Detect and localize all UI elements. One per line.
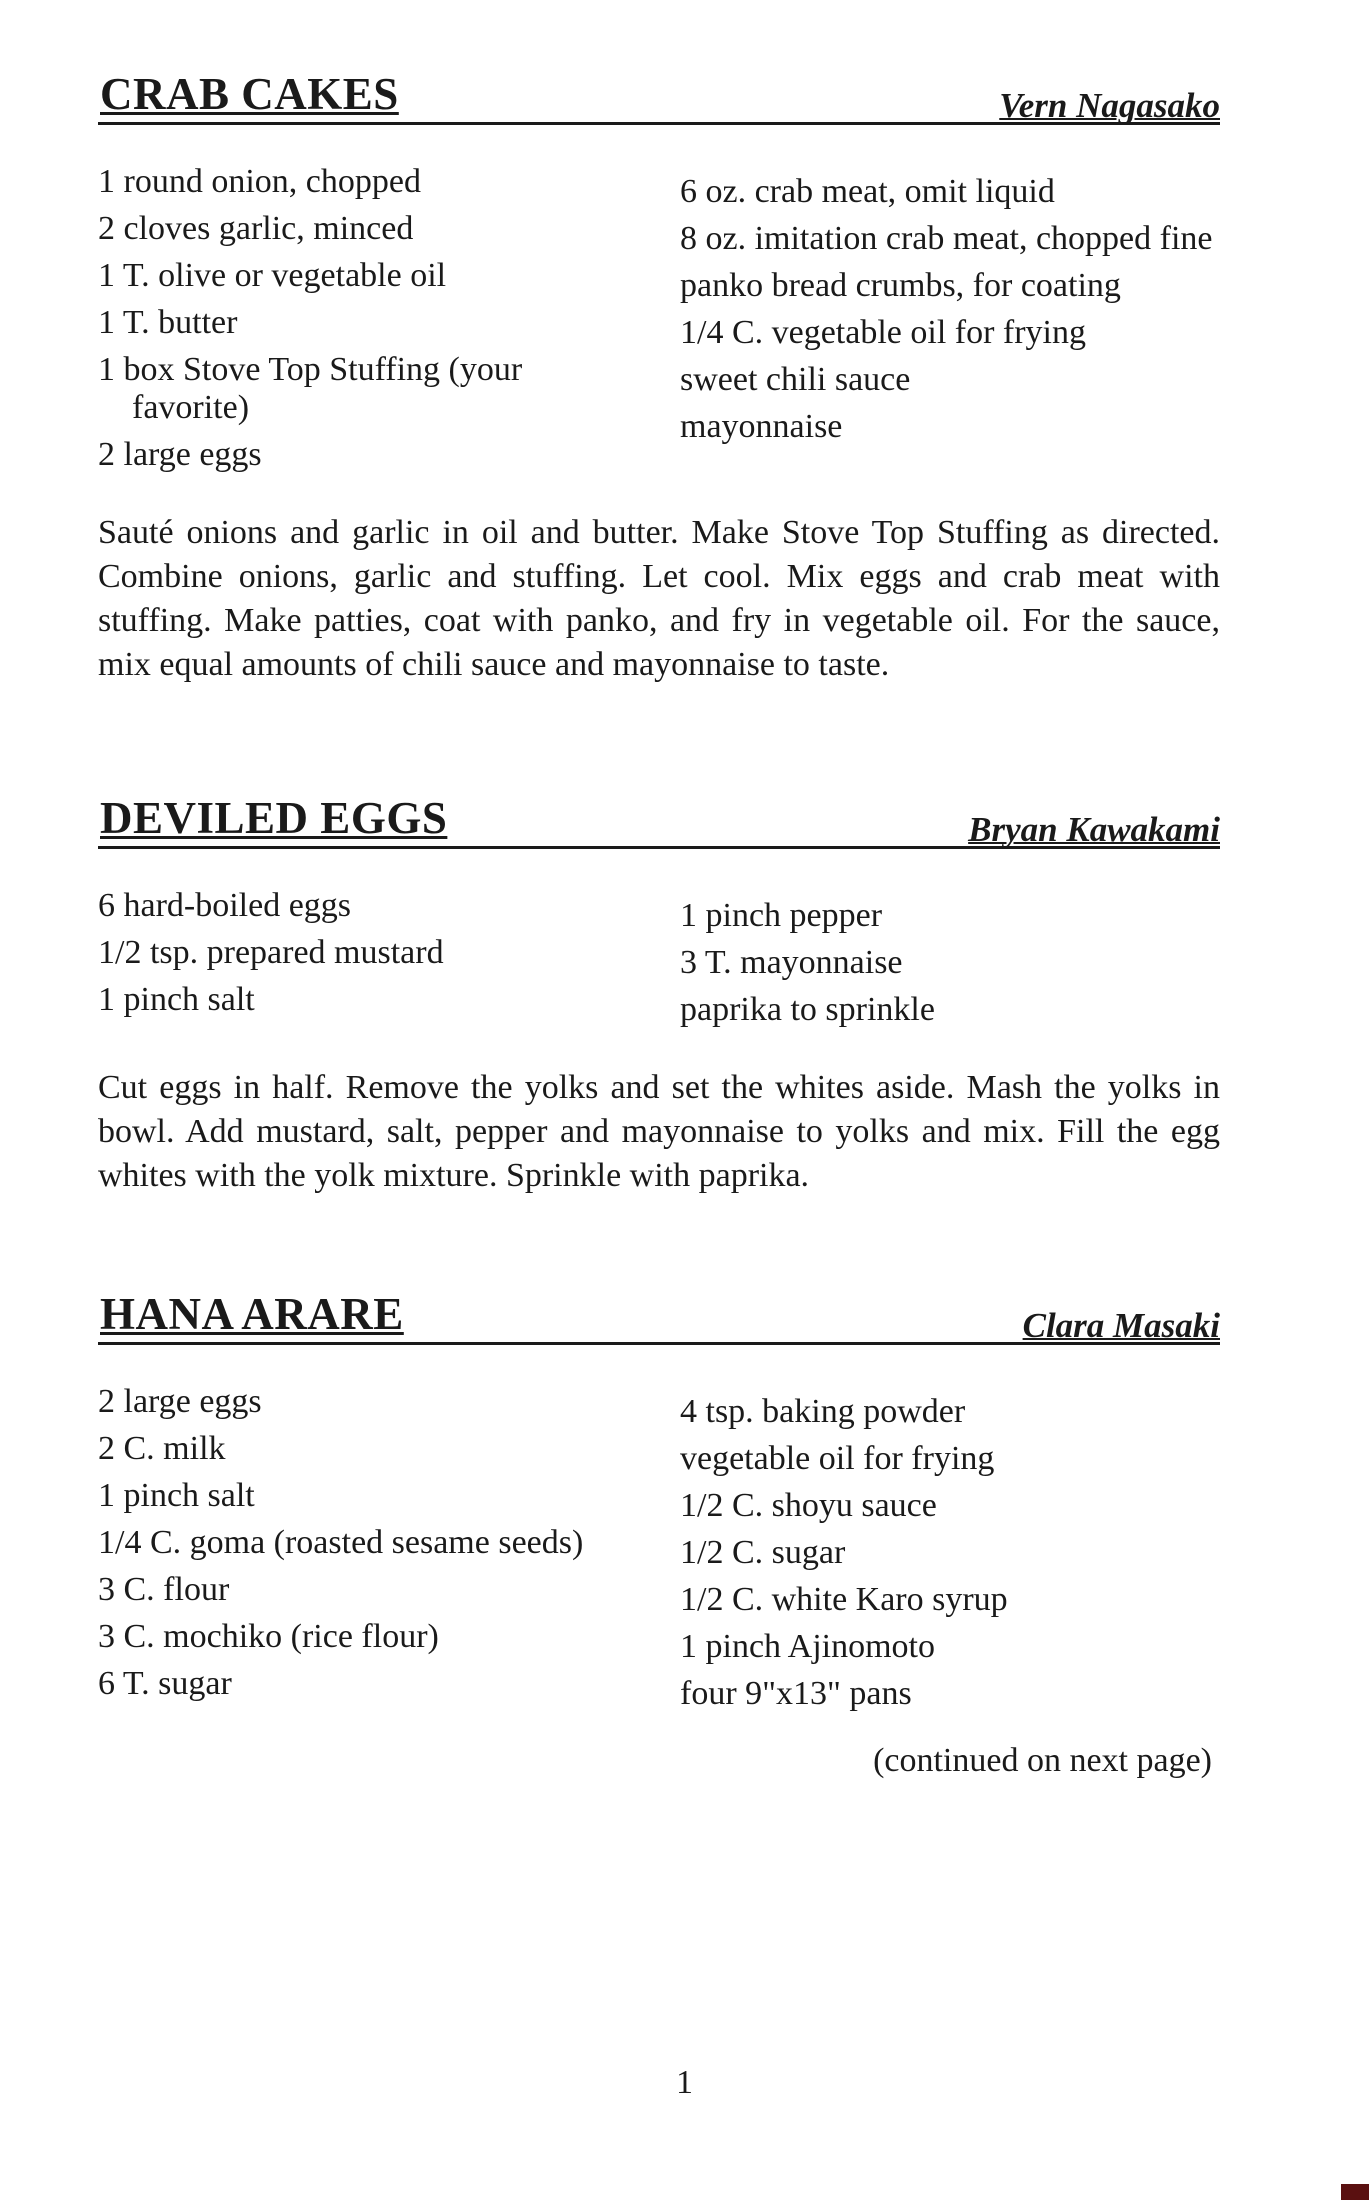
recipe-title: CRAB CAKES xyxy=(100,69,399,119)
ingredient-item: 1 pinch pepper xyxy=(680,897,883,934)
ingredient-item: 1 pinch salt xyxy=(98,981,255,1018)
page-number: 1 xyxy=(676,2064,693,2101)
ingredients-left-column xyxy=(98,163,680,483)
ingredient-item: 1/2 tsp. prepared mustard xyxy=(98,934,444,971)
ingredient-item: 1/2 C. sugar xyxy=(680,1534,846,1571)
ingredient-item: 3 T. mayonnaise xyxy=(680,944,903,981)
recipe-method: Cut eggs in half. Remove the yolks and set the whites aside. Mash the yolks in bowl. Add mustard, salt, pepper and mayonnaise to yolks and mix. Fill the egg whites with the yolk mixture. Sprinkle with paprika. xyxy=(98,1069,1220,1194)
ingredient-item: 1/4 C. goma (roasted sesame seeds) xyxy=(98,1524,584,1561)
ingredients-list xyxy=(98,1383,1220,1722)
ingredient-item: 6 T. sugar xyxy=(98,1665,232,1702)
recipe-header xyxy=(98,790,1220,849)
ingredient-item: 1 round onion, chopped xyxy=(98,163,421,200)
ingredient-item: 1/2 C. white Karo syrup xyxy=(680,1581,1008,1618)
ingredients-right-column xyxy=(680,163,1220,483)
ingredients-list xyxy=(98,887,1220,1038)
ingredients-left-column xyxy=(98,887,680,1038)
ingredient-item: mayonnaise xyxy=(680,408,843,445)
ingredient-item: 2 cloves garlic, minced xyxy=(98,210,414,247)
ingredient-item: vegetable oil for frying xyxy=(680,1440,995,1477)
recipe-crab-cakes xyxy=(98,66,1220,721)
ingredient-item: 3 C. flour xyxy=(98,1571,230,1608)
recipe-hana-arare xyxy=(98,1286,1220,1780)
ingredient-item: 1 pinch salt xyxy=(98,1477,255,1514)
ingredient-item: 1/4 C. vegetable oil for frying xyxy=(680,314,1087,351)
ingredient-item: 1 T. butter xyxy=(98,304,238,341)
ingredient-item: 2 large eggs xyxy=(98,1383,262,1420)
continued-note: (continued on next page) xyxy=(873,1742,1212,1779)
ingredient-item: paprika to sprinkle xyxy=(680,991,935,1028)
ingredients-right-column xyxy=(680,887,1220,1038)
ingredient-item: panko bread crumbs, for coating xyxy=(680,267,1121,304)
recipe-header xyxy=(98,66,1220,125)
ingredient-item: 3 C. mochiko (rice flour) xyxy=(98,1618,439,1655)
ingredient-item: sweet chili sauce xyxy=(680,361,911,398)
recipe-title: HANA ARARE xyxy=(100,1289,404,1339)
recipe-method: Sauté onions and garlic in oil and butter. Make Stove Top Stuffing as directed. Combine onions, garlic and stuffing. Let cool. Mix eggs and crab meat with stuffing. Make patties, coat with panko, and fry in vegetable oil. For the sauce, mix equal amounts of chili sauce and mayonnaise to taste. xyxy=(98,514,1220,683)
recipe-deviled-eggs xyxy=(98,790,1220,1232)
ingredient-item: 1 pinch Ajinomoto xyxy=(680,1628,935,1665)
ingredient-item: 2 C. milk xyxy=(98,1430,226,1467)
ingredient-item: 1 box Stove Top Stuffing (your favorite) xyxy=(98,351,523,426)
recipe-author: Vern Nagasako xyxy=(999,86,1220,125)
recipe-title: DEVILED EGGS xyxy=(100,793,448,843)
ingredient-item: 1/2 C. shoyu sauce xyxy=(680,1487,937,1524)
recipe-author: Bryan Kawakami xyxy=(968,810,1220,849)
recipe-author: Clara Masaki xyxy=(1022,1306,1220,1345)
ingredient-item: 2 large eggs xyxy=(98,436,262,473)
ingredient-item: 4 tsp. baking powder xyxy=(680,1393,966,1430)
ingredient-item: 6 hard-boiled eggs xyxy=(98,887,352,924)
ingredient-item: four 9"x13" pans xyxy=(680,1675,912,1712)
ingredients-list xyxy=(98,163,1220,483)
ingredient-item: 1 T. olive or vegetable oil xyxy=(98,257,447,294)
recipe-header xyxy=(98,1286,1220,1345)
ingredient-item: 6 oz. crab meat, omit liquid xyxy=(680,173,1055,210)
page-edge-mark xyxy=(1341,2184,1369,2200)
ingredients-right-column xyxy=(680,1383,1220,1722)
ingredient-item: 8 oz. imitation crab meat, chopped fine xyxy=(680,220,1213,257)
ingredients-left-column xyxy=(98,1383,680,1722)
